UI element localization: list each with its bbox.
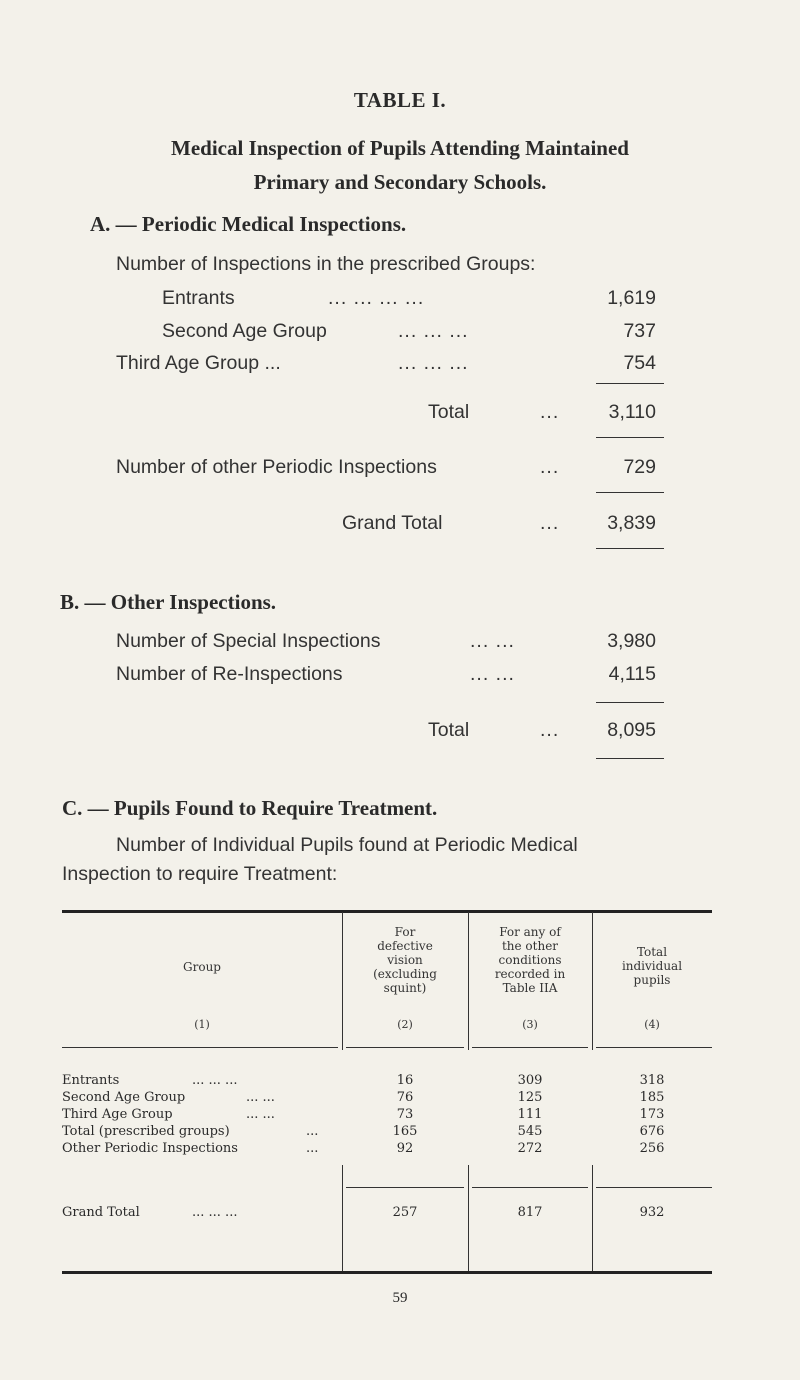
row-dots: ... ... — [470, 663, 515, 685]
b-total-label: Total — [428, 719, 470, 741]
row-group: Entrants — [62, 1073, 120, 1088]
other-periodic-label: Number of other Periodic Inspections — [116, 456, 437, 478]
cell-other: 309 — [517, 1073, 543, 1088]
cell-total: 256 — [639, 1141, 665, 1156]
special-inspections-label: Number of Special Inspections — [116, 630, 381, 652]
cell-total: 932 — [639, 1205, 665, 1220]
sum-rule — [596, 492, 664, 493]
cell-vision: 73 — [396, 1107, 414, 1122]
header-line: recorded in — [494, 967, 566, 981]
re-inspections-label: Number of Re-Inspections — [116, 663, 343, 685]
section-c-intro-1: Number of Individual Pupils found at Periodic Medical — [116, 834, 578, 856]
row-group: Total (prescribed groups) — [62, 1124, 230, 1139]
cell-other: 272 — [517, 1141, 543, 1156]
section-a-heading: A. — Periodic Medical Inspections. — [90, 212, 407, 236]
b-total-dots: ... — [540, 719, 560, 741]
row-dots: ... ... — [246, 1107, 275, 1122]
header-line: vision — [387, 953, 423, 967]
sum-rule — [596, 383, 664, 384]
cell-total: 318 — [639, 1073, 665, 1088]
other-periodic-value: 729 — [623, 456, 656, 478]
grand-total-rule — [596, 1187, 712, 1188]
row-label-second-age: Second Age Group — [162, 320, 327, 342]
row-group: Grand Total — [62, 1205, 140, 1220]
column-header-vision — [342, 925, 468, 995]
row-value-second-age: 737 — [623, 320, 656, 342]
grand-total-rule — [346, 1187, 464, 1188]
row-dots: ... — [306, 1124, 319, 1139]
column-header-group — [62, 960, 342, 974]
row-dots: ... ... ... — [192, 1073, 238, 1088]
table-top-rule — [62, 910, 712, 913]
header-line: For any of — [499, 925, 561, 939]
header-line: pupils — [633, 973, 671, 987]
cell-total: 173 — [639, 1107, 665, 1122]
cell-total: 185 — [639, 1090, 665, 1105]
header-line: Table IIA — [502, 981, 558, 995]
header-line: squint) — [383, 981, 427, 995]
header-line: individual — [621, 959, 683, 973]
row-group: Third Age Group — [62, 1107, 173, 1122]
total-dots: ... — [540, 401, 560, 423]
header-rule — [346, 1047, 464, 1048]
grand-total-value: 3,839 — [607, 512, 656, 534]
header-line: defective — [377, 939, 433, 953]
row-group: Other Periodic Inspections — [62, 1141, 238, 1156]
special-inspections-value: 3,980 — [607, 630, 656, 652]
cell-vision: 165 — [392, 1124, 418, 1139]
row-label-third-age: Third Age Group ... — [116, 352, 281, 374]
column-number: (1) — [194, 1018, 210, 1031]
grand-total-dots: ... — [540, 512, 560, 534]
cell-vision: 257 — [392, 1205, 418, 1220]
header-line: (excluding — [373, 967, 437, 981]
table-bottom-rule — [62, 1271, 712, 1274]
subtitle-line-1: Medical Inspection of Pupils Attending Maintained — [171, 136, 629, 160]
re-inspections-value: 4,115 — [608, 663, 656, 685]
cell-other: 111 — [517, 1107, 543, 1122]
header-line: conditions — [498, 953, 562, 967]
cell-other: 545 — [517, 1124, 543, 1139]
other-periodic-dots: ... — [540, 456, 560, 478]
total-label: Total — [428, 401, 470, 423]
column-header-other-conditions — [468, 925, 592, 995]
row-label-entrants: Entrants — [162, 287, 235, 309]
cell-vision: 16 — [396, 1073, 414, 1088]
sum-rule — [596, 758, 664, 759]
row-dots: ... ... ... — [192, 1205, 238, 1220]
sum-rule — [596, 548, 664, 549]
cell-other: 817 — [517, 1205, 543, 1220]
total-value: 3,110 — [608, 401, 656, 423]
page-number: 59 — [392, 1290, 408, 1306]
section-c-heading: C. — Pupils Found to Require Treatment. — [62, 796, 438, 820]
grand-total-label: Grand Total — [342, 512, 443, 534]
header-line: Group — [183, 960, 221, 974]
column-header-total-pupils — [592, 945, 712, 987]
row-dots: ... ... — [246, 1090, 275, 1105]
b-total-value: 8,095 — [607, 719, 656, 741]
header-line: Total — [636, 945, 668, 959]
cell-vision: 92 — [396, 1141, 414, 1156]
subtitle-line-2: Primary and Secondary Schools. — [253, 170, 547, 194]
grand-total-rule — [472, 1187, 588, 1188]
row-dots: ... ... ... — [398, 320, 469, 342]
row-group: Second Age Group — [62, 1090, 186, 1105]
row-dots: ... ... — [470, 630, 515, 652]
header-rule — [596, 1047, 712, 1048]
header-line: For — [394, 925, 416, 939]
cell-other: 125 — [517, 1090, 543, 1105]
cell-total: 676 — [639, 1124, 665, 1139]
row-dots: ... ... ... ... — [328, 287, 425, 309]
row-value-entrants: 1,619 — [607, 287, 656, 309]
row-dots: ... — [306, 1141, 319, 1156]
section-c-intro-2: Inspection to require Treatment: — [62, 863, 338, 885]
cell-vision: 76 — [396, 1090, 414, 1105]
row-value-third-age: 754 — [623, 352, 656, 374]
section-a-intro: Number of Inspections in the prescribed Groups: — [116, 253, 536, 275]
sum-rule — [596, 702, 664, 703]
sum-rule — [596, 437, 664, 438]
header-line: the other — [501, 939, 559, 953]
header-rule — [62, 1047, 338, 1048]
header-rule — [472, 1047, 588, 1048]
table-title: TABLE I. — [353, 88, 447, 112]
column-number: (3) — [522, 1018, 538, 1031]
column-number: (4) — [644, 1018, 660, 1031]
section-b-heading: B. — Other Inspections. — [60, 590, 277, 614]
column-number: (2) — [397, 1018, 413, 1031]
row-dots: ... ... ... — [398, 352, 469, 374]
